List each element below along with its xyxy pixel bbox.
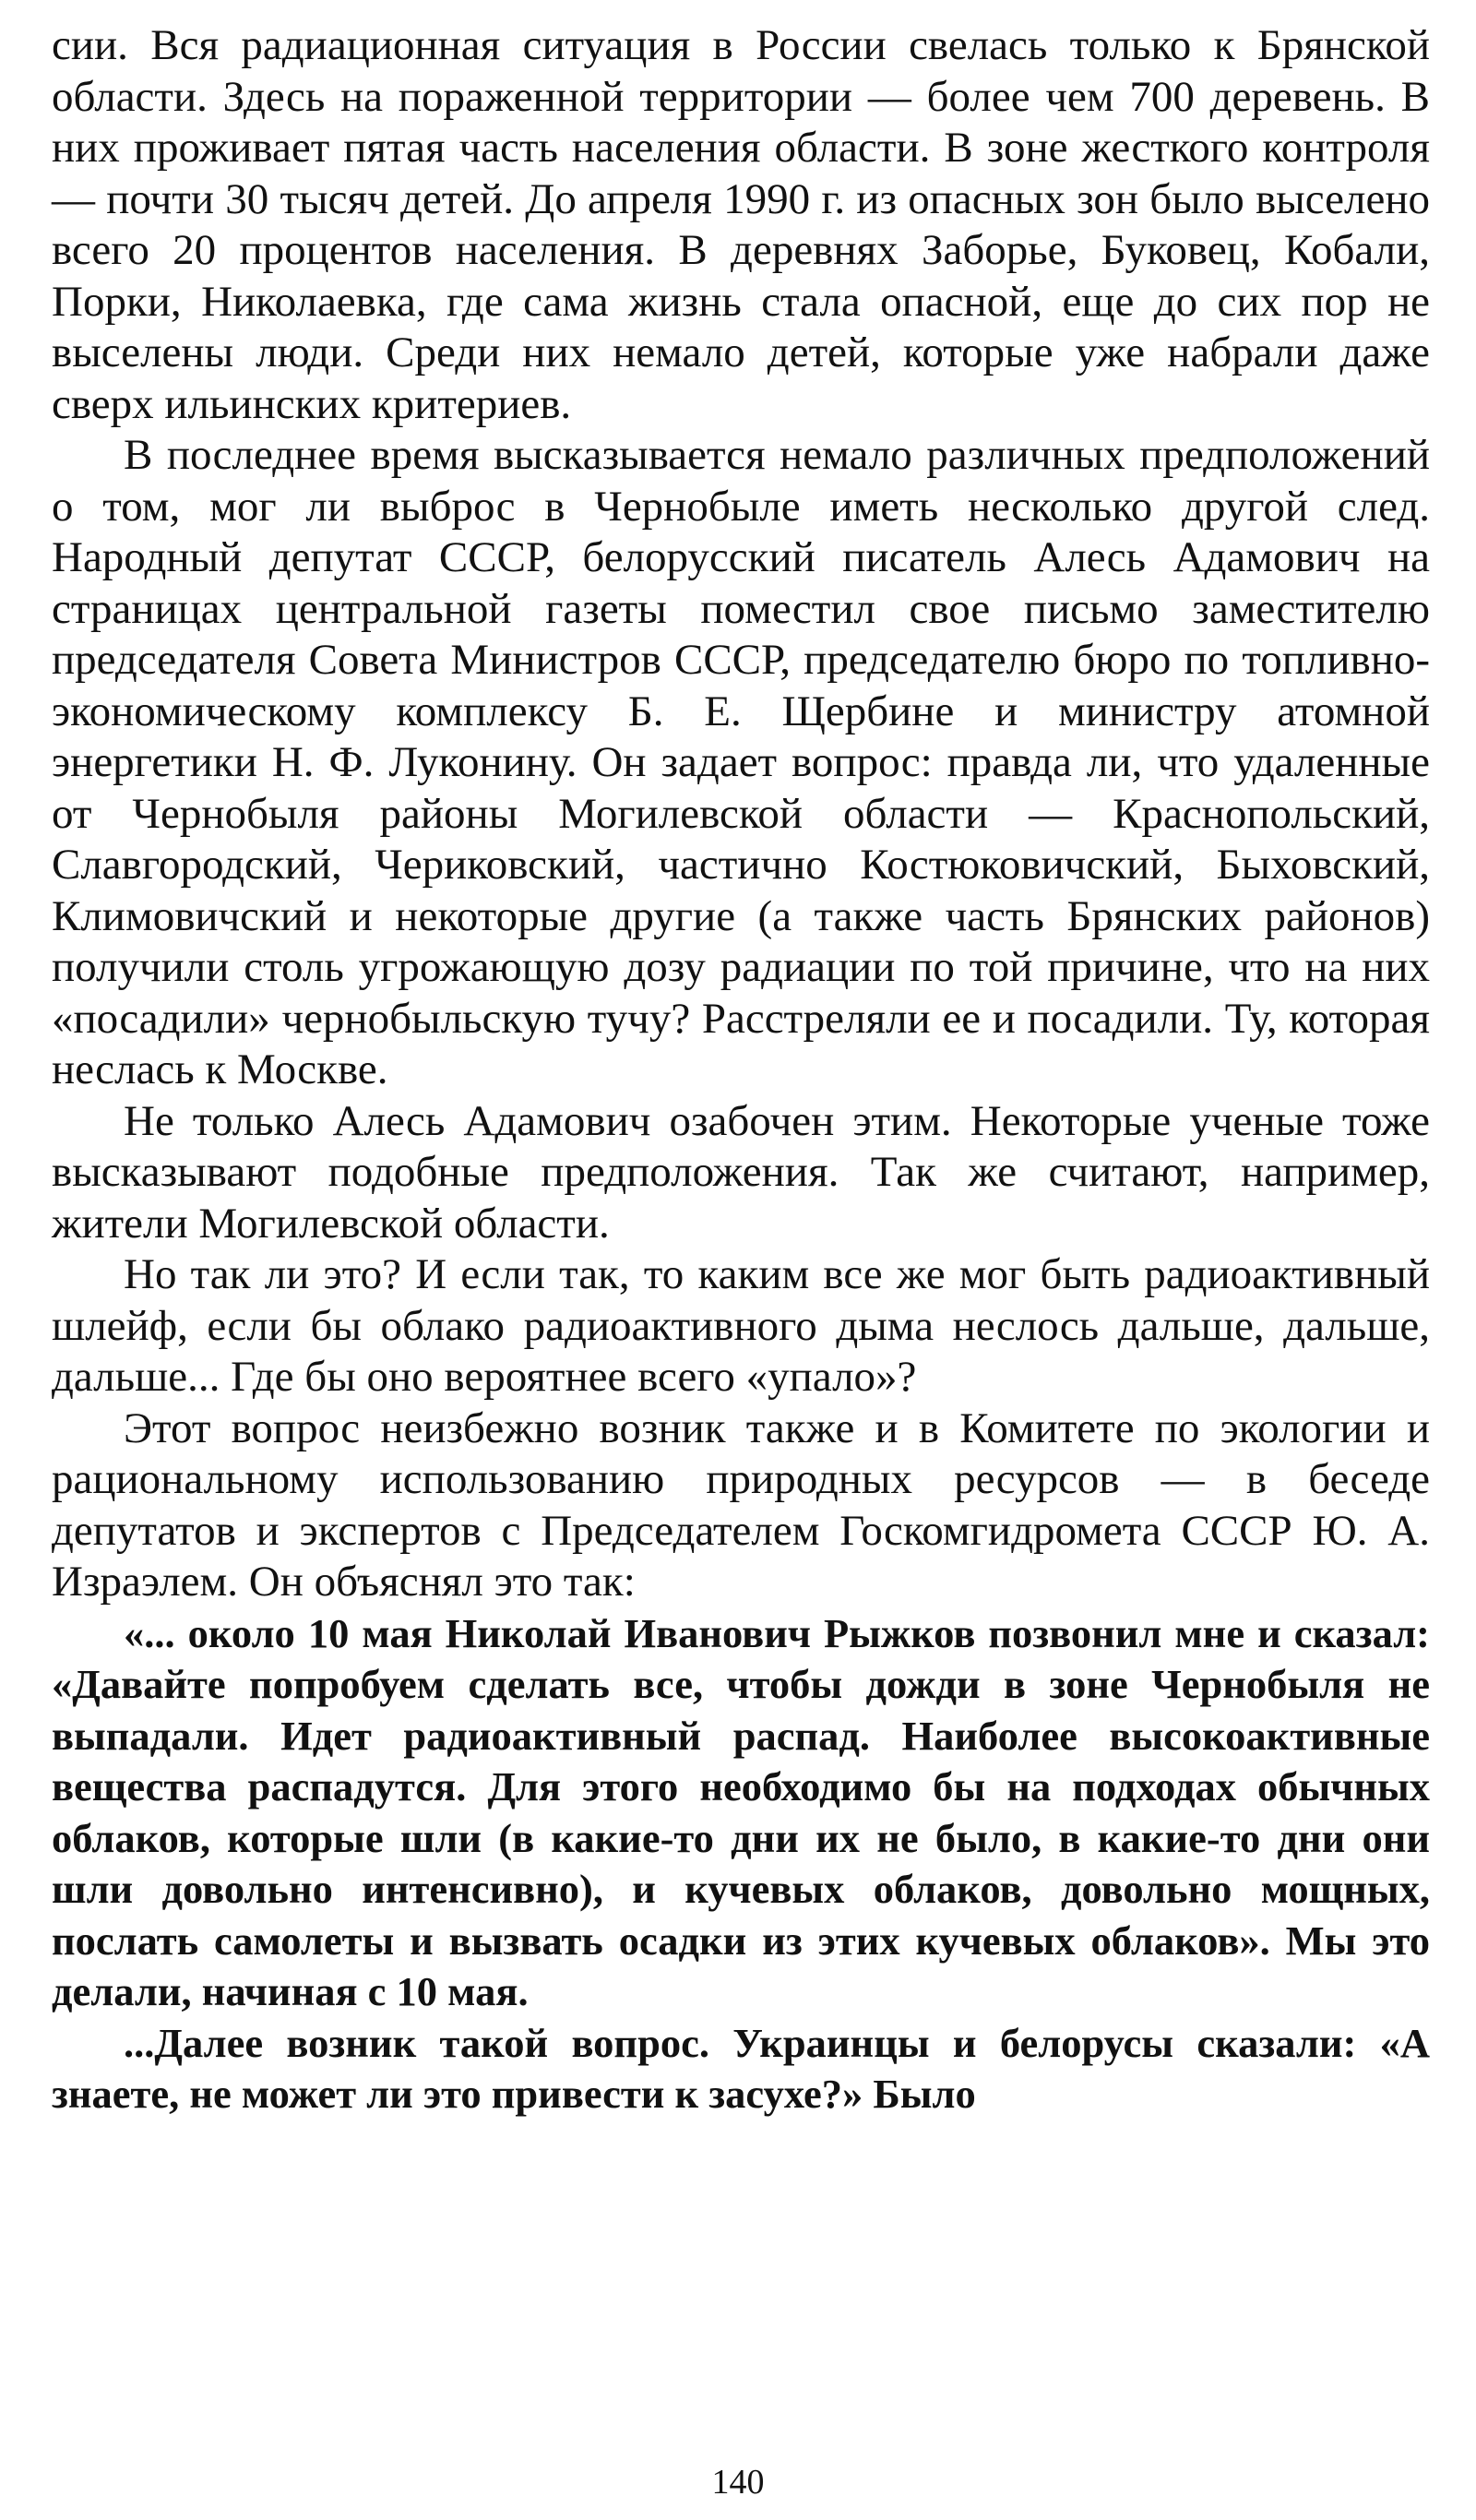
paragraph-4: Но так ли это? И если так, то каким все же мог быть радиоактивный шлейф, если бы облако радиоактивного дыма неслось дальше, дальше, дальше... Где бы оно вероятнее всего «упало»? bbox=[52, 1250, 1430, 1401]
page-body bbox=[52, 20, 1430, 2120]
paragraph-5: Этот вопрос неизбежно возник также и в Комитете по экологии и рациональному использованию природных ресурсов — в беседе депутатов и экспертов с Председателем Госкомгидромета СССР Ю. А. Израэлем. Он объяснял это так: bbox=[52, 1403, 1430, 1606]
paragraph-2: В последнее время высказывается немало различных предположений о том, мог ли выброс в Чернобыле иметь несколько другой след. Народный депутат СССР, белорусский писатель Алесь Адамович на страницах центральной газеты поместил свое письмо заместителю председателя Совета Министров СССР, председателю бюро по топливно-экономическому комплексу Б. Е. Щербине и министру атомной энергетики Н. Ф. Луконину. Он задает вопрос: правда ли, что удаленные от Чернобыля районы Могилевской области — Краснопольский, Славгородский, Чериковский, частично Костюковичский, Быховский, Климовичский и некоторые другие (а также часть Брянских районов) получили столь угрожающую дозу радиации по той причине, что на них «посадили» чернобыльскую тучу? Расстреляли ее и посадили. Ту, которая неслась к Москве. bbox=[52, 431, 1430, 1093]
quote-paragraph-2: ...Далее возник такой вопрос. Украинцы и белорусы сказали: «А знаете, не может ли это привести к засухе?» Было bbox=[52, 2019, 1430, 2117]
page-number: 140 bbox=[711, 2463, 765, 2502]
paragraph-3: Не только Алесь Адамович озабочен этим. Некоторые ученые тоже высказывают подобные предположения. Так же считают, например, жители Могилевской области. bbox=[52, 1096, 1430, 1248]
paragraph-1: сии. Вся радиационная ситуация в России свелась только к Брянской области. Здесь на пораженной территории — более чем 700 деревень. В них проживает пятая часть населения области. В зоне жесткого контроля — почти 30 тысяч детей. До апреля 1990 г. из опасных зон было выселено всего 20 процентов населения. В деревнях Заборье, Буковец, Кобали, Порки, Николаевка, где сама жизнь стала опасной, еще до сих пор не выселены люди. Среди них немало детей, которые уже набрали даже сверх ильинских критериев. bbox=[52, 21, 1430, 428]
quote-paragraph-1: «... около 10 мая Николай Иванович Рыжков позвонил мне и сказал: «Давайте попробуем сделать все, чтобы дожди в зоне Чернобыля не выпадали. Идет радиоактивный распад. Наиболее высокоактивные вещества распадутся. Для этого необходимо бы на подходах обычных облаков, которые шли (в какие-то дни их не было, в какие-то дни они шли довольно интенсивно), и кучевых облаков, довольно мощных, послать самолеты и вызвать осадки из этих кучевых облаков». Мы это делали, начиная с 10 мая. bbox=[52, 1609, 1430, 2014]
